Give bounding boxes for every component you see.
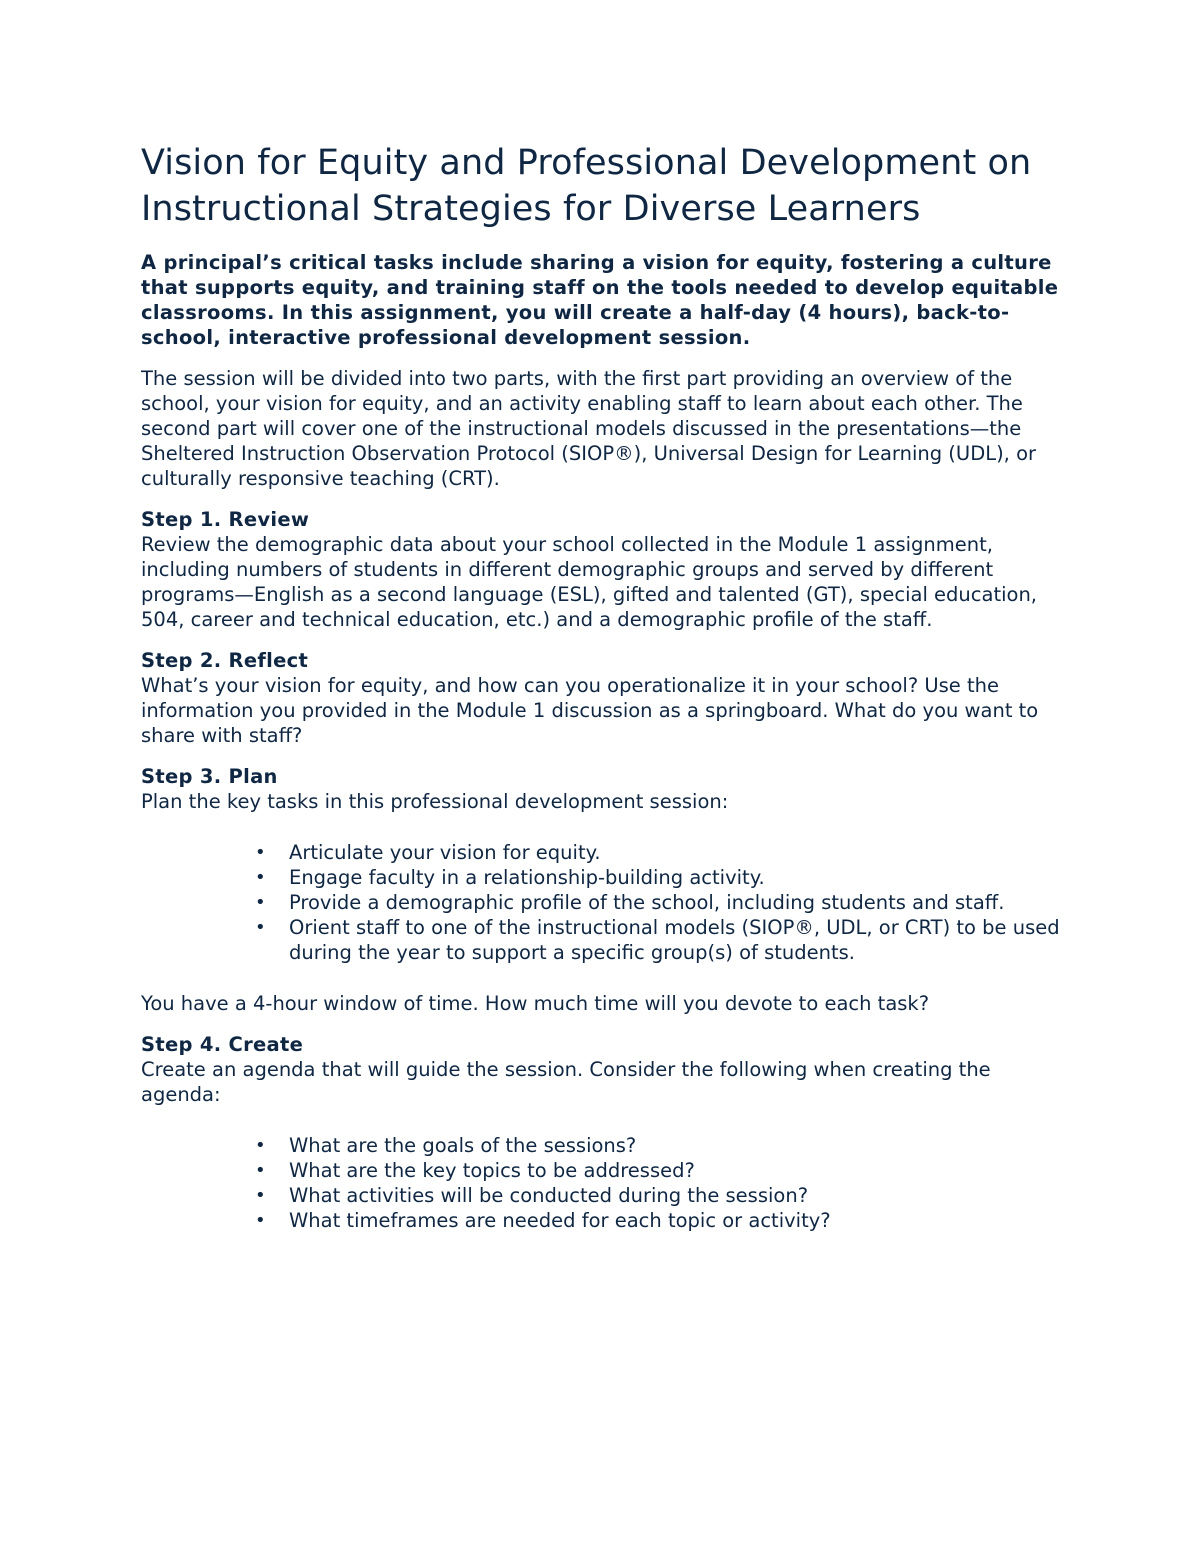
list-item	[255, 915, 1061, 965]
list-item-text: Articulate your vision for equity.	[289, 841, 601, 864]
bullet-icon: •	[255, 917, 266, 938]
step-1-body: Review the demographic data about your school collected in the Module 1 assignment, including numbers of students in different demographic groups and served by different programs—English as a second language (ESL), gifted and talented (GT), special education, 504, career and technical education, etc.) and a demographic profile of the staff.	[141, 533, 1038, 631]
document-title: Vision for Equity and Professional Development on Instructional Strategies for Diverse Learners	[141, 143, 1032, 229]
step-4-body: Create an agenda that will guide the session. Consider the following when creating the agenda:	[141, 1058, 991, 1106]
step-1-heading: Step 1. Review	[141, 508, 310, 531]
overview-paragraph: The session will be divided into two parts, with the first part providing an overview of the school, your vision for equity, and an activity enabling staff to learn about each other. The second part will cover one of the instructional models discussed in the presentations—the Sheltered Instruction Observation Protocol (SIOP®), Universal Design for Learning (UDL), or culturally responsive teaching (CRT).	[141, 367, 1037, 490]
step-4-heading: Step 4. Create	[141, 1033, 304, 1056]
list-item-text: Provide a demographic profile of the school, including students and staff.	[289, 891, 1005, 914]
list-item	[255, 890, 1061, 915]
list-item-text: Engage faculty in a relationship-building activity.	[289, 866, 765, 889]
bullet-icon: •	[255, 1135, 266, 1156]
step-3-body: Plan the key tasks in this professional development session:	[141, 790, 729, 813]
bullet-icon: •	[255, 867, 266, 888]
time-question: You have a 4-hour window of time. How much time will you devote to each task?	[141, 992, 930, 1015]
step-3-heading: Step 3. Plan	[141, 765, 278, 788]
step-3-task-list	[141, 840, 1061, 965]
step-4-agenda-list	[141, 1133, 1061, 1233]
list-item	[255, 840, 1061, 865]
step-3-section	[141, 764, 1061, 1016]
step-2-body: What’s your vision for equity, and how can you operationalize it in your school? Use the information you provided in the Module 1 discussion as a springboard. What do you want to share with staff?	[141, 674, 1039, 747]
list-item-text: What activities will be conducted during the session?	[289, 1184, 809, 1207]
list-item	[255, 865, 1061, 890]
intro-paragraph: A principal’s critical tasks include sharing a vision for equity, fostering a culture that supports equity, and training staff on the tools needed to develop equitable classrooms. In this assignment, you will create a half-day (4 hours), back-to-school, interactive professional development session.	[141, 251, 1059, 349]
step-4-section	[141, 1032, 1061, 1233]
list-item-text: What are the goals of the sessions?	[289, 1134, 637, 1157]
list-item-text: Orient staff to one of the instructional models (SIOP®, UDL, or CRT) to be used during the year to support a specific group(s) of students.	[289, 916, 1060, 964]
list-item-text: What timeframes are needed for each topic or activity?	[289, 1209, 831, 1232]
list-item-text: What are the key topics to be addressed?	[289, 1159, 695, 1182]
bullet-icon: •	[255, 842, 266, 863]
list-item	[255, 1158, 1061, 1183]
step-1-section	[141, 507, 1061, 632]
bullet-icon: •	[255, 892, 266, 913]
step-2-section	[141, 648, 1061, 748]
bullet-icon: •	[255, 1160, 266, 1181]
step-2-heading: Step 2. Reflect	[141, 649, 309, 672]
list-item	[255, 1133, 1061, 1158]
bullet-icon: •	[255, 1210, 266, 1231]
document-page	[141, 140, 1061, 1233]
list-item	[255, 1208, 1061, 1233]
bullet-icon: •	[255, 1185, 266, 1206]
list-item	[255, 1183, 1061, 1208]
